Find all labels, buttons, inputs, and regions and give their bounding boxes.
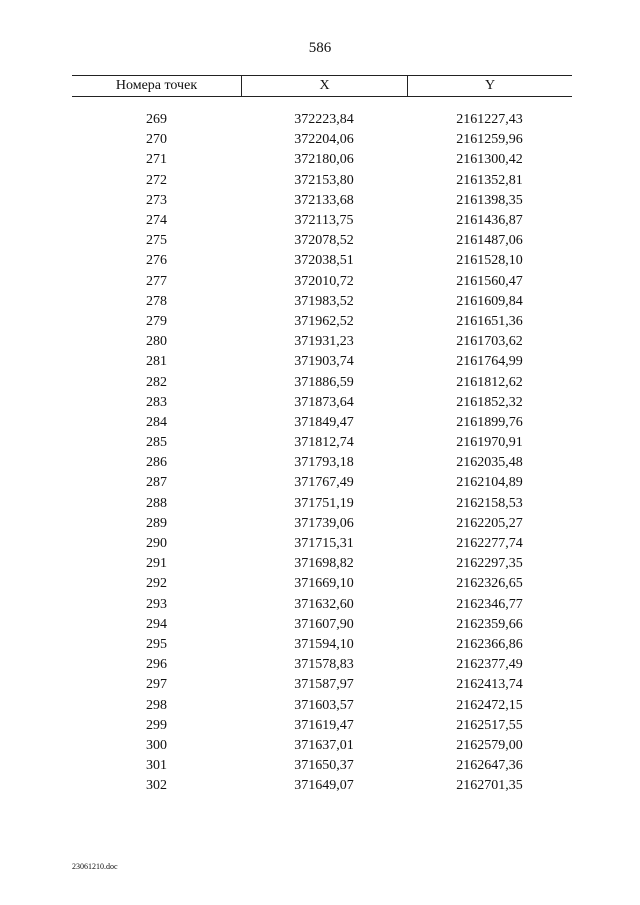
x-cell: 372204,06 — [294, 132, 354, 148]
x-cell: 371632,60 — [294, 596, 354, 612]
point-number-cell: 274 — [146, 213, 167, 229]
y-cell: 2161259,96 — [456, 132, 523, 148]
y-cell: 2161651,36 — [456, 313, 523, 329]
table-row — [72, 372, 572, 392]
y-cell: 2162413,74 — [456, 677, 523, 693]
x-cell: 372113,75 — [294, 213, 354, 229]
x-cell: 371669,10 — [294, 576, 354, 592]
header-y: Y — [484, 78, 496, 93]
y-cell: 2162297,35 — [456, 556, 523, 572]
table-row — [72, 534, 572, 554]
y-cell: 2162377,49 — [456, 657, 523, 673]
y-cell: 2162701,35 — [456, 778, 523, 794]
table-row — [72, 675, 572, 695]
y-cell: 2161300,42 — [456, 152, 523, 168]
point-number-cell: 269 — [146, 112, 167, 128]
y-cell: 2162647,36 — [456, 758, 523, 774]
table-row — [72, 635, 572, 655]
point-number-cell: 281 — [146, 354, 167, 370]
table-row — [72, 433, 572, 453]
point-number-cell: 291 — [146, 556, 167, 572]
table-row — [72, 332, 572, 352]
x-cell: 371650,37 — [294, 758, 354, 774]
table-row — [72, 716, 572, 736]
y-cell: 2161609,84 — [456, 293, 523, 309]
x-cell: 371931,23 — [294, 334, 354, 350]
file-name-footer: 23061210.doc — [72, 862, 118, 871]
table-row — [72, 736, 572, 756]
table-row — [72, 130, 572, 150]
y-cell: 2162104,89 — [456, 475, 523, 491]
point-number-cell: 294 — [146, 616, 167, 632]
point-number-cell: 302 — [146, 778, 167, 794]
x-cell: 371578,83 — [294, 657, 354, 673]
point-number-cell: 285 — [146, 435, 167, 451]
table-row — [72, 251, 572, 271]
y-cell: 2161970,91 — [456, 435, 523, 451]
y-cell: 2161703,62 — [456, 334, 523, 350]
y-cell: 2161764,99 — [456, 354, 523, 370]
x-cell: 371812,74 — [294, 435, 354, 451]
y-cell: 2162277,74 — [456, 536, 523, 552]
y-cell: 2162517,55 — [456, 717, 523, 733]
y-cell: 2161560,47 — [456, 273, 523, 289]
x-cell: 372038,51 — [294, 253, 354, 269]
point-number-cell: 296 — [146, 657, 167, 673]
table-row — [72, 574, 572, 594]
y-cell: 2161812,62 — [456, 374, 523, 390]
x-cell: 371983,52 — [294, 293, 354, 309]
x-cell: 371619,47 — [294, 717, 354, 733]
x-cell: 371603,57 — [294, 697, 354, 713]
x-cell: 372153,80 — [294, 172, 354, 188]
point-number-cell: 272 — [146, 172, 167, 188]
table-row — [72, 776, 572, 796]
y-cell: 2162359,66 — [456, 616, 523, 632]
table-row — [72, 655, 572, 675]
table-row — [72, 695, 572, 715]
header-point-numbers: Номера точек — [72, 76, 242, 96]
x-cell: 372133,68 — [294, 192, 354, 208]
table-row — [72, 595, 572, 615]
point-number-cell: 293 — [146, 596, 167, 612]
table-row — [72, 110, 572, 130]
point-number-cell: 279 — [146, 313, 167, 329]
point-number-cell: 275 — [146, 233, 167, 249]
y-cell: 2161528,10 — [456, 253, 523, 269]
x-cell: 371594,10 — [294, 636, 354, 652]
y-cell: 2162472,15 — [456, 697, 523, 713]
y-cell: 2162205,27 — [456, 515, 523, 531]
point-number-cell: 297 — [146, 677, 167, 693]
y-cell: 2162326,65 — [456, 576, 523, 592]
table-row — [72, 150, 572, 170]
y-cell: 2162579,00 — [456, 737, 523, 753]
table-row — [72, 554, 572, 574]
header-x: X — [242, 76, 408, 96]
y-cell: 2162158,53 — [456, 495, 523, 511]
table-row — [72, 211, 572, 231]
point-number-cell: 300 — [146, 737, 167, 753]
point-number-cell: 277 — [146, 273, 167, 289]
point-number-cell: 288 — [146, 495, 167, 511]
table-row — [72, 494, 572, 514]
y-cell: 2161398,35 — [456, 192, 523, 208]
x-cell: 371849,47 — [294, 414, 354, 430]
x-cell: 372180,06 — [294, 152, 354, 168]
y-cell: 2161852,32 — [456, 394, 523, 410]
table-row — [72, 231, 572, 251]
x-cell: 371962,52 — [294, 313, 354, 329]
y-cell: 2161436,87 — [456, 213, 523, 229]
x-cell: 372223,84 — [294, 112, 354, 128]
table-row — [72, 171, 572, 191]
point-number-cell: 289 — [146, 515, 167, 531]
point-number-cell: 290 — [146, 536, 167, 552]
x-cell: 371903,74 — [294, 354, 354, 370]
point-number-cell: 280 — [146, 334, 167, 350]
point-number-cell: 298 — [146, 697, 167, 713]
point-number-cell: 284 — [146, 414, 167, 430]
y-cell: 2162366,86 — [456, 636, 523, 652]
x-cell: 371873,64 — [294, 394, 354, 410]
point-number-cell: 276 — [146, 253, 167, 269]
table-row — [72, 191, 572, 211]
x-cell: 371637,01 — [294, 737, 354, 753]
point-number-cell: 283 — [146, 394, 167, 410]
table-body — [72, 110, 572, 796]
x-cell: 371607,90 — [294, 616, 354, 632]
y-cell: 2161227,43 — [456, 112, 523, 128]
x-cell: 371698,82 — [294, 556, 354, 572]
point-number-cell: 295 — [146, 636, 167, 652]
y-cell: 2162346,77 — [456, 596, 523, 612]
table-row — [72, 473, 572, 493]
x-cell: 372010,72 — [294, 273, 354, 289]
table-row — [72, 272, 572, 292]
x-cell: 371751,19 — [294, 495, 354, 511]
x-cell: 371587,97 — [294, 677, 354, 693]
point-number-cell: 282 — [146, 374, 167, 390]
point-number-cell: 270 — [146, 132, 167, 148]
page-number: 586 — [308, 40, 332, 56]
x-cell: 371649,07 — [294, 778, 354, 794]
table-row — [72, 393, 572, 413]
point-number-cell: 273 — [146, 192, 167, 208]
table-header — [72, 75, 572, 97]
x-cell: 371715,31 — [294, 536, 354, 552]
point-number-cell: 301 — [146, 758, 167, 774]
x-cell: 371767,49 — [294, 475, 354, 491]
table-row — [72, 756, 572, 776]
x-cell: 372078,52 — [294, 233, 354, 249]
point-number-cell: 286 — [146, 455, 167, 471]
y-cell: 2161899,76 — [456, 414, 523, 430]
table-row — [72, 514, 572, 534]
y-cell: 2161352,81 — [456, 172, 523, 188]
x-cell: 371886,59 — [294, 374, 354, 390]
y-cell: 2162035,48 — [456, 455, 523, 471]
table-row — [72, 453, 572, 473]
point-number-cell: 271 — [146, 152, 167, 168]
point-number-cell: 299 — [146, 717, 167, 733]
table-row — [72, 292, 572, 312]
table-row — [72, 352, 572, 372]
x-cell: 371793,18 — [294, 455, 354, 471]
coordinates-table — [72, 75, 572, 796]
table-row — [72, 312, 572, 332]
y-cell: 2161487,06 — [456, 233, 523, 249]
table-row — [72, 413, 572, 433]
table-row — [72, 615, 572, 635]
point-number-cell: 278 — [146, 293, 167, 309]
point-number-cell: 287 — [146, 475, 167, 491]
x-cell: 371739,06 — [294, 515, 354, 531]
point-number-cell: 292 — [146, 576, 167, 592]
